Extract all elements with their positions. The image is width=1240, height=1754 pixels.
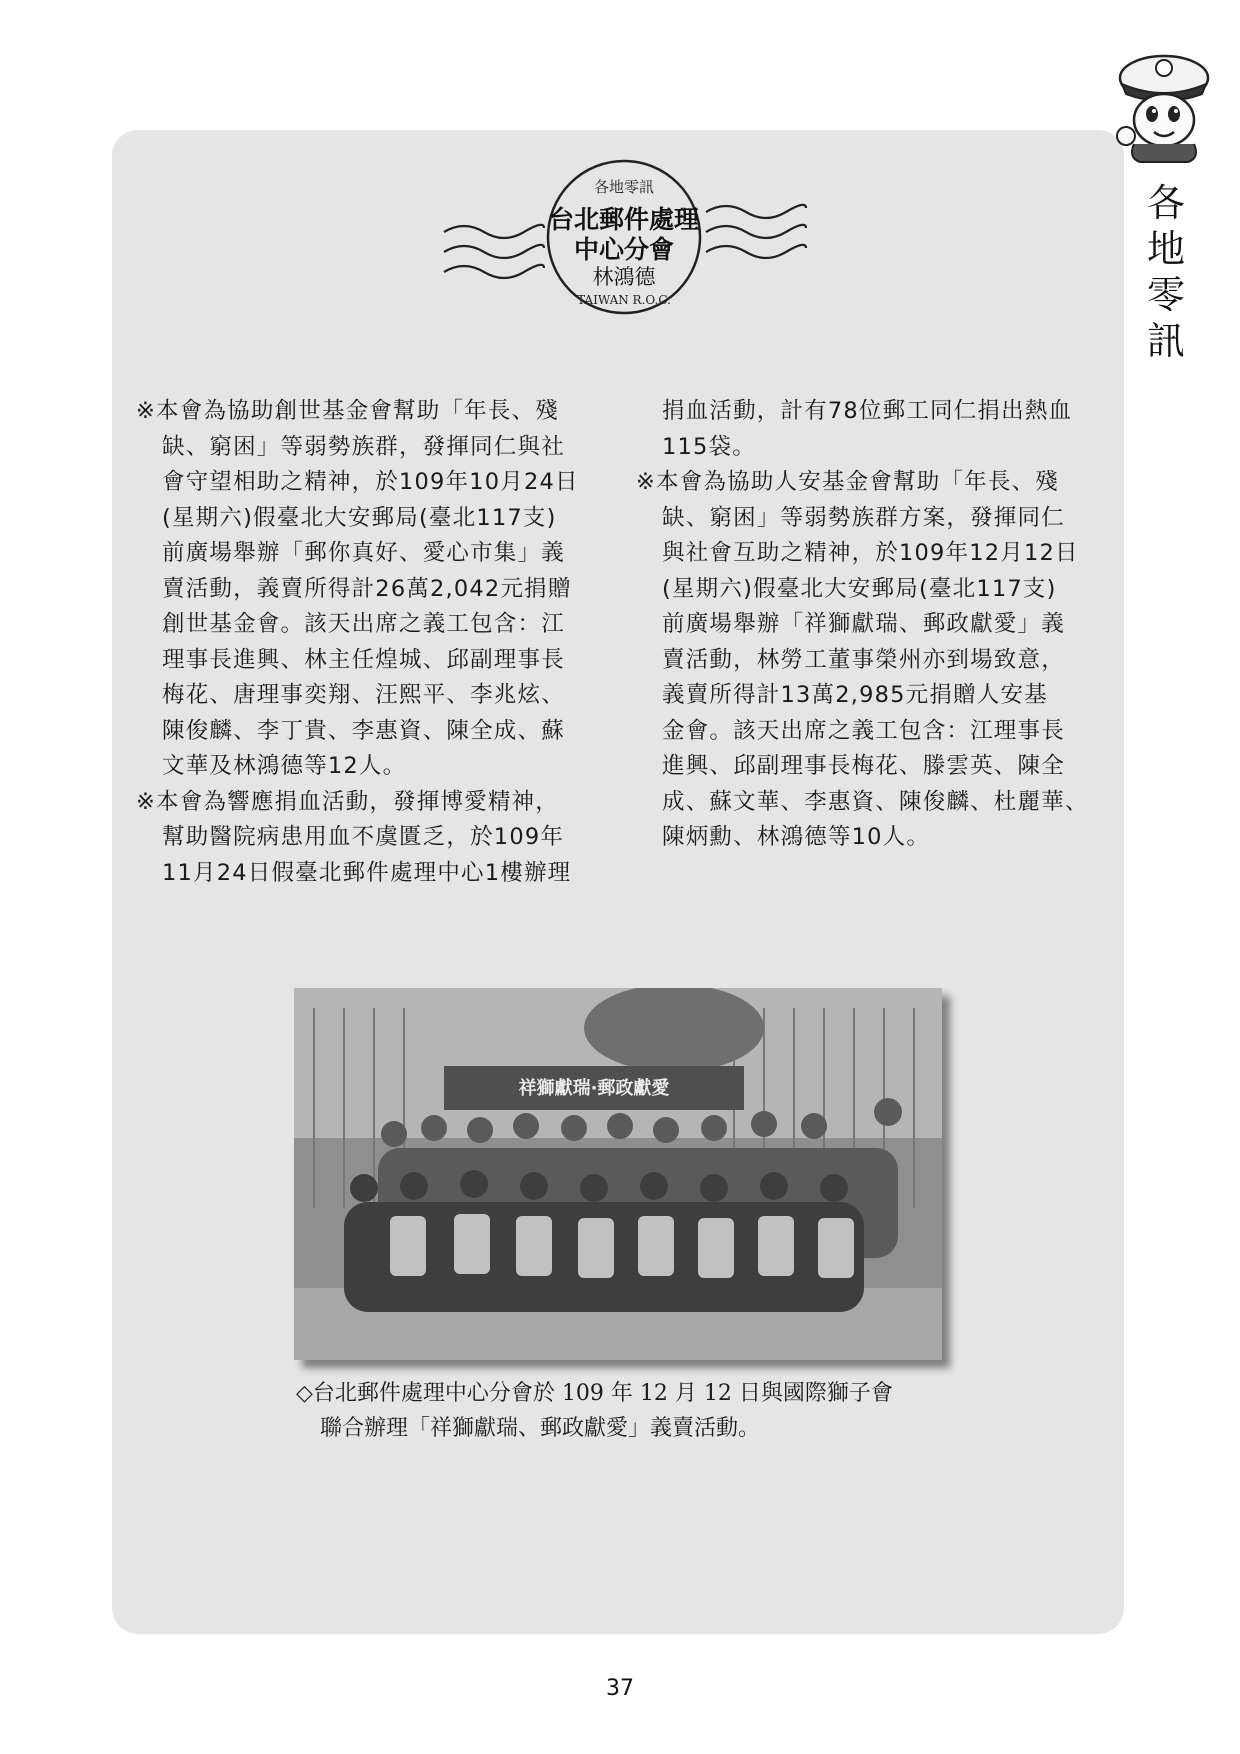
text-line: 與社會互助之精神，於109年12月12日 xyxy=(662,540,1079,566)
text-line: ※本會為協助創世基金會幫助「年長、殘 xyxy=(136,398,559,424)
text-line: 缺、窮困」等弱勢族群方案，發揮同仁 xyxy=(662,504,1065,531)
postal-mascot-icon xyxy=(1108,44,1220,164)
text-line: 前廣場舉辦「祥獅獻瑞、郵政獻愛」義 xyxy=(662,611,1065,637)
left-column xyxy=(136,394,616,891)
group-photo-illustration xyxy=(294,988,942,1360)
paragraph-blood-donation-continued xyxy=(636,394,1116,465)
section-tab-char: 零 xyxy=(1146,273,1185,317)
text-line: ※本會為協助人安基金會幫助「年長、殘 xyxy=(636,469,1059,495)
text-line: (星期六)假臺北大安郵局(臺北117支) xyxy=(662,575,1057,602)
text-line: 金會。該天出席之義工包含：江理事長 xyxy=(662,717,1065,744)
text-line: 創世基金會。該天出席之義工包含：江 xyxy=(162,611,565,637)
text-line: 115袋。 xyxy=(662,433,756,460)
text-line: 捐血活動，計有78位郵工同仁捐出熱血 xyxy=(662,398,1073,424)
paragraph-charity-sale xyxy=(636,465,1116,856)
text-line: 成、蘇文華、李惠資、陳俊麟、杜麗華、 xyxy=(662,788,1089,815)
group-photo xyxy=(294,988,942,1360)
text-line: 義賣所得計13萬2,985元捐贈人安基 xyxy=(662,682,1048,708)
caption-line: 聯合辦理「祥獅獻瑞、郵政獻愛」義賣活動。 xyxy=(320,1416,761,1441)
text-line: 前廣場舉辦「郵你真好、愛心市集」義 xyxy=(162,540,565,566)
text-line: 陳俊麟、李丁貴、李惠資、陳全成、蘇 xyxy=(162,717,565,744)
stamp-title-line1: 台北郵件處理 xyxy=(548,205,700,234)
text-line: 缺、窮困」等弱勢族群，發揮同仁與社 xyxy=(162,433,565,460)
text-line: 賣活動，林勞工董事榮州亦到場致意， xyxy=(662,646,1065,673)
text-line: ※本會為響應捐血活動，發揮博愛精神， xyxy=(136,788,559,815)
text-line: 賣活動，義賣所得計26萬2,042元捐贈 xyxy=(162,575,572,602)
caption-line: ◇台北郵件處理中心分會於 109 年 12 月 12 日與國際獅子會 xyxy=(296,1381,893,1406)
right-column xyxy=(636,394,1116,856)
paragraph-charity-market xyxy=(136,394,616,785)
stamp-title-line2: 中心分會 xyxy=(573,235,675,264)
text-line: 11月24日假臺北郵件處理中心1樓辦理 xyxy=(162,859,572,886)
text-line: 梅花、唐理事奕翔、汪熙平、李兆炫、 xyxy=(162,682,565,708)
text-line: 理事長進興、林主任煌城、邱副理事長 xyxy=(162,646,565,673)
section-tab-char: 地 xyxy=(1146,227,1185,271)
stamp-top-text: 各地零訊 xyxy=(593,178,655,196)
section-tab-char: 訊 xyxy=(1146,319,1185,363)
text-line: (星期六)假臺北大安郵局(臺北117支) xyxy=(162,504,557,531)
text-line: 文華及林鴻德等12人。 xyxy=(162,753,407,779)
text-line: 會守望相助之精神，於109年10月24日 xyxy=(162,469,579,495)
paragraph-blood-donation xyxy=(136,785,616,892)
text-line: 幫助醫院病患用血不虞匱乏，於109年 xyxy=(162,824,565,850)
photo-caption xyxy=(296,1376,996,1446)
photo-banner-text: 祥獅獻瑞·郵政獻愛 xyxy=(518,1078,670,1099)
page-number: 37 xyxy=(606,1676,634,1701)
postmark-title-stamp xyxy=(440,152,810,322)
stamp-author: 林鴻德 xyxy=(592,265,656,289)
section-tab xyxy=(1130,180,1202,364)
text-line: 陳炳勳、林鴻德等10人。 xyxy=(662,824,931,850)
stamp-bottom-text: TAIWAN R.O.C. xyxy=(577,293,671,307)
text-line: 進興、邱副理事長梅花、滕雲英、陳全 xyxy=(662,753,1065,779)
section-tab-char: 各 xyxy=(1146,181,1185,225)
